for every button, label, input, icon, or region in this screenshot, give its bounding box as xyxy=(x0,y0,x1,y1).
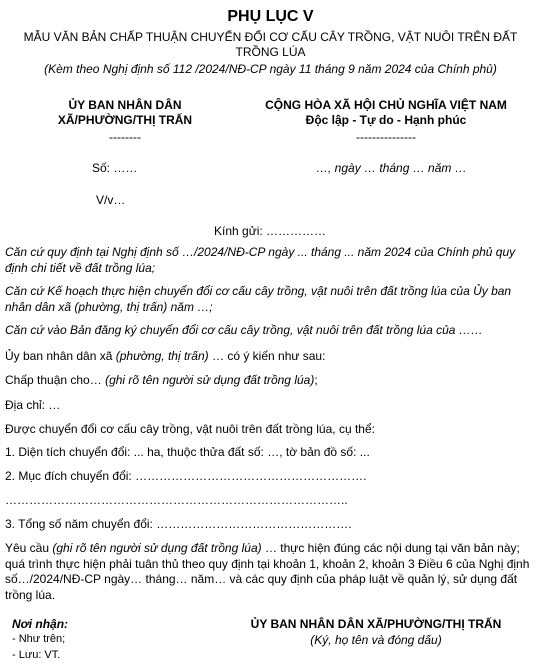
issuer-unit: XÃ/PHƯỜNG/THỊ TRẤN xyxy=(57,113,193,127)
allowed-line: Được chuyển đổi cơ cấu cây trồng, vật nuôi trên đất trồng lúa, cụ thể: xyxy=(5,422,375,436)
item-purpose-dots: ………………………………………………………………………….. xyxy=(5,493,348,507)
signer-note: (Ký, họ tên và đóng dấu) xyxy=(310,633,442,647)
document-subtitle-cont: TRỒNG LÚA xyxy=(235,45,306,59)
request-paragraph: Yêu cầu (ghi rõ tên người sử dụng đất trồng lúa) … thực hiện đúng các nội dung tại văn bản này; quá trình thực hiện phải tuân thủ theo quy định tại khoản 1, khoản 2, khoản 3 Điều 6 của Nghị định số…/2024/NĐ-CP ngày… tháng… năm… và các quy định của pháp luật về quản lý, sử dụng đất trồng lúa. xyxy=(5,541,530,602)
item-years: 3. Tổng số năm chuyển đổi: …………………………………………. xyxy=(5,517,352,531)
recipient-item: - Như trên; xyxy=(12,633,66,645)
basis-paragraph-1: Căn cứ quy định tại Nghị định số …/2024/NĐ-CP ngày ... tháng ... năm 2024 của Chính phủ quy định chi tiết về đất trồng lúa; xyxy=(5,245,516,275)
document-reference: V/v… xyxy=(96,193,126,207)
national-rule: --------------- xyxy=(356,130,416,144)
issuer-rule: -------- xyxy=(109,130,141,144)
basis-paragraph-3: Căn cứ vào Bản đăng ký chuyển đổi cơ cấu cây trồng, vật nuôi trên đất trồng lúa của …… xyxy=(5,323,483,337)
document-date: …, ngày … tháng … năm … xyxy=(316,161,467,175)
document-subtitle: MẪU VĂN BẢN CHẤP THUẬN CHUYỂN ĐỔI CƠ CẤU CÂY TRỒNG, VẬT NUÔI TRÊN ĐẤT xyxy=(23,30,518,44)
recipient-line: Kính gửi: …………… xyxy=(214,224,327,238)
signer-title: ỦY BAN NHÂN DÂN XÃ/PHƯỜNG/THỊ TRẤN xyxy=(250,617,502,631)
national-motto: Độc lập - Tự do - Hạnh phúc xyxy=(305,113,467,127)
recipient-item: - Lưu: VT. xyxy=(12,649,61,661)
national-title: CỘNG HÒA XÃ HỘI CHỦ NGHĨA VIỆT NAM xyxy=(265,98,507,112)
item-area: 1. Diện tích chuyển đổi: ... ha, thuộc thửa đất số: …, tờ bản đồ số: ... xyxy=(5,445,370,459)
item-purpose: 2. Mục đích chuyển đổi: …………………………………………………. xyxy=(5,469,367,483)
recipients-label: Nơi nhận: xyxy=(12,617,69,631)
document-title: PHỤ LỤC V xyxy=(227,8,314,25)
document-number: Số: …… xyxy=(92,161,138,175)
issuer-name: ỦY BAN NHÂN DÂN xyxy=(68,98,182,112)
opinion-line: Ủy ban nhân dân xã (phường, thị trấn) … có ý kiến như sau: xyxy=(5,349,326,363)
approval-line: Chấp thuận cho… (ghi rõ tên người sử dụng đất trồng lúa); xyxy=(5,373,318,387)
basis-paragraph-2: Căn cứ Kế hoạch thực hiện chuyển đổi cơ cấu cây trồng, vật nuôi trên đất trồng lúa của Ủy ban nhân dân xã (phường, thị trấn) năm …; xyxy=(5,284,512,314)
address-line: Địa chỉ: … xyxy=(5,398,61,412)
decree-note: (Kèm theo Nghị định số 112 /2024/NĐ-CP ngày 11 tháng 9 năm 2024 của Chính phủ) xyxy=(44,62,497,76)
